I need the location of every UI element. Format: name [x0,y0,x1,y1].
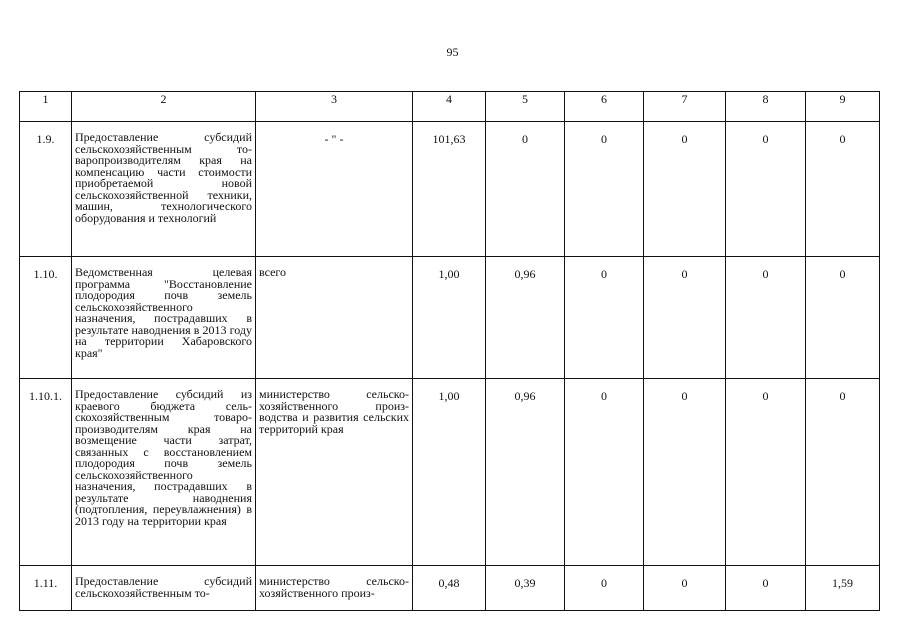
header-cell-5: 5 [486,92,565,122]
row-value-6: 0 [565,379,644,566]
page-number: 95 [446,45,459,59]
row-value-4: 101,63 [413,122,486,257]
row-value-8: 0 [726,122,806,257]
row-value-8: 0 [726,379,806,566]
row-value-5: 0,96 [486,257,565,379]
row-executor: министерство сельскохозяйственного произ- [256,566,413,611]
row-value-8: 0 [726,566,806,611]
row-value-5: 0,39 [486,566,565,611]
header-cell-1: 1 [20,92,72,122]
row-value-5: 0 [486,122,565,257]
row-value-9: 0 [806,122,880,257]
header-cell-4: 4 [413,92,486,122]
row-name: Предоставление субсидий из краевого бюджета сельскохозяйственным товаропроизводителям края на возмещение части затрат, связанных с восстановлением плодородия почв земель сельскохозяйственного назначения, пострадавших в результате наводнения (подтопления, переувлажнения) в 2013 году на территории края [72,379,256,566]
header-cell-7: 7 [644,92,726,122]
header-cell-8: 8 [726,92,806,122]
row-value-9: 0 [806,257,880,379]
row-value-5: 0,96 [486,379,565,566]
row-value-9: 0 [806,379,880,566]
table-row [20,379,880,566]
row-executor: всего [256,257,413,379]
row-value-6: 0 [565,122,644,257]
row-value-9: 1,59 [806,566,880,611]
header-cell-6: 6 [565,92,644,122]
row-code: 1.10. [20,257,72,379]
row-executor: - " - [256,122,413,257]
row-code: 1.11. [20,566,72,611]
row-executor: министерство сельскохозяйственного производства и развития сельских территорий края [256,379,413,566]
row-value-7: 0 [644,566,726,611]
row-value-7: 0 [644,257,726,379]
row-value-4: 0,48 [413,566,486,611]
row-value-6: 0 [565,566,644,611]
header-cell-2: 2 [72,92,256,122]
header-cell-3: 3 [256,92,413,122]
program-table [19,91,880,611]
table-row [20,566,880,611]
row-name: Предоставление субсидий сельскохозяйственным товаропроизводителям края на компенсацию части стоимости приобретаемой новой сельскохозяйственной техники, машин, технологического оборудования и технологий [72,122,256,257]
row-name: Предоставление субсидий сельскохозяйственным то- [72,566,256,611]
row-value-6: 0 [565,257,644,379]
row-code: 1.10.1. [20,379,72,566]
table-row [20,257,880,379]
row-value-4: 1,00 [413,257,486,379]
table-header-row [20,92,880,122]
header-cell-9: 9 [806,92,880,122]
table-row [20,122,880,257]
row-name: Ведомственная целевая программа "Восстановление плодородия почв земель сельскохозяйственного назначения, пострадавших в результате наводнения в 2013 году на территории Хабаровского края" [72,257,256,379]
row-value-4: 1,00 [413,379,486,566]
row-value-8: 0 [726,257,806,379]
row-value-7: 0 [644,122,726,257]
row-value-7: 0 [644,379,726,566]
row-code: 1.9. [20,122,72,257]
